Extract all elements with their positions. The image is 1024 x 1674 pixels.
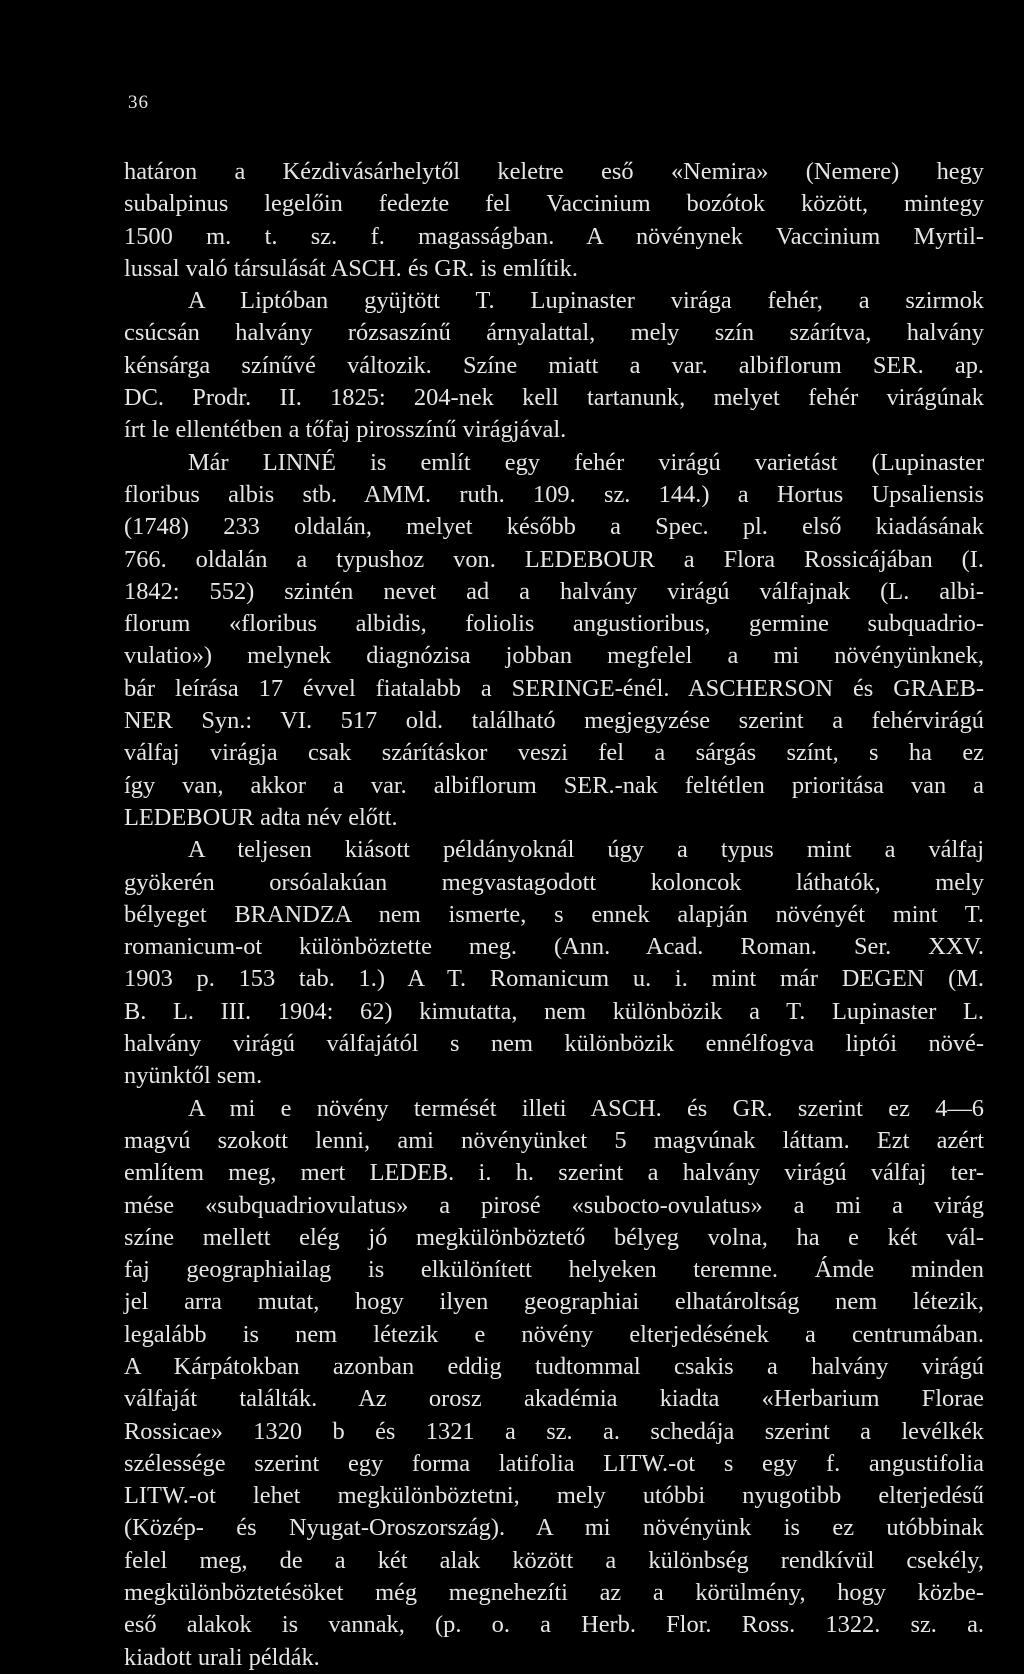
text-line: magvú szokott lenni, ami növényünket 5 magvúnak láttam. Ezt azért xyxy=(124,1126,984,1154)
text-line: gyökerén orsóalakúan megvastagodott koloncok láthatók, mely xyxy=(124,868,984,896)
text-line: lussal való társulását ASCH. és GR. is említik. xyxy=(124,254,578,282)
text-line: A Kárpátokban azonban eddig tudtommal csakis a halvány virágú xyxy=(124,1352,984,1380)
text-line: (Közép- és Nyugat-Oroszország). A mi növényünk is ez utóbbinak xyxy=(124,1514,984,1542)
text-line: mése «subquadriovulatus» a pirosé «subocto-ovulatus» a mi a virág xyxy=(124,1191,984,1219)
text-line: jel arra mutat, hogy ilyen geographiai elhatároltság nem létezik, xyxy=(124,1288,984,1316)
text-line: LEDEBOUR adta név előtt. xyxy=(124,803,398,831)
text-line: megkülönböztetésöket még megnehezíti az a körülmény, hogy közbe- xyxy=(124,1579,984,1607)
text-line: NER Syn.: VI. 517 old. található megjegyzése szerint a fehérvirágú xyxy=(124,707,984,735)
text-line: színe mellett elég jó megkülönböztető bélyeg volna, ha e két vál- xyxy=(124,1223,984,1251)
text-line: LITW.-ot lehet megkülönböztetni, mely utóbbi nyugotibb elterjedésű xyxy=(124,1482,984,1510)
text-line: B. L. III. 1904: 62) kimutatta, nem különbözik a T. Lupinaster L. xyxy=(124,997,984,1025)
text-line: 1842: 552) szintén nevet ad a halvány virágú válfajnak (L. albi- xyxy=(124,577,984,605)
text-line: DC. Prodr. II. 1825: 204-nek kell tartanunk, melyet fehér virágúnak xyxy=(124,384,984,412)
page-number: 36 xyxy=(128,92,149,113)
text-line: 1903 p. 153 tab. 1.) A T. Romanicum u. i. mint már DEGEN (M. xyxy=(124,965,984,993)
text-line: említem meg, mert LEDEB. i. h. szerint a halvány virágú válfaj ter- xyxy=(124,1159,984,1187)
text-line: 766. oldalán a typushoz von. LEDEBOUR a Flora Rossicájában (I. xyxy=(124,545,984,573)
text-line: Rossicae» 1320 b és 1321 a sz. a. schedája szerint a levélkék xyxy=(124,1417,984,1445)
text-line: romanicum-ot különböztette meg. (Ann. Acad. Roman. Ser. XXV. xyxy=(124,933,984,961)
text-line: A Liptóban gyüjtött T. Lupinaster virága fehér, a szirmok xyxy=(188,287,984,315)
text-line: A teljesen kiásott példányoknál úgy a typus mint a válfaj xyxy=(188,836,984,864)
text-line: bélyeget BRANDZA nem ismerte, s ennek alapján növényét mint T. xyxy=(124,900,984,928)
text-line: írt le ellentétben a tőfaj pirosszínű virágjával. xyxy=(124,416,567,444)
text-line: határon a Kézdivásárhelytől keletre eső «Nemira» (Nemere) hegy xyxy=(124,158,984,185)
text-line: florum «floribus albidis, foliolis angustioribus, germine subquadrio- xyxy=(124,610,984,638)
text-line: felel meg, de a két alak között a különbség rendkívül csekély, xyxy=(124,1546,984,1574)
text-line: Már LINNÉ is említ egy fehér virágú varietást (Lupinaster xyxy=(188,448,984,476)
text-line: 1500 m. t. sz. f. magasságban. A növénynek Vaccinium Myrtil- xyxy=(124,222,984,250)
text-line: válfaját találták. Az orosz akadémia kiadta «Herbarium Florae xyxy=(124,1385,984,1413)
text-line: nyünktől sem. xyxy=(124,1062,263,1090)
body-text xyxy=(124,156,984,1674)
text-line: eső alakok is vannak, (p. o. a Herb. Flor. Ross. 1322. sz. a. xyxy=(124,1611,984,1639)
text-line: halvány virágú válfajától s nem különbözik ennélfogva liptói növé- xyxy=(124,1030,984,1058)
text-line: vulatio») melynek diagnózisa jobban megfelel a mi növényünknek, xyxy=(124,642,984,670)
text-line: kénsárga színűvé változik. Színe miatt a var. albiflorum SER. ap. xyxy=(124,351,984,379)
text-line: faj geographiailag is elkülönített helyeken teremne. Ámde minden xyxy=(124,1256,984,1284)
text-line: így van, akkor a var. albiflorum SER.-nak feltétlen prioritása van a xyxy=(124,771,984,799)
text-line: válfaj virágja csak szárításkor veszi fel a sárgás színt, s ha ez xyxy=(124,739,984,767)
text-line: (1748) 233 oldalán, melyet később a Spec. pl. első kiadásának xyxy=(124,513,984,541)
text-line: floribus albis stb. AMM. ruth. 109. sz. 144.) a Hortus Upsaliensis xyxy=(124,480,984,508)
text-line: bár leírása 17 évvel fiatalabb a SERINGE-énél. ASCHERSON és GRAEB- xyxy=(124,674,984,702)
text-line: legalább is nem létezik e növény elterjedésének a centrumában. xyxy=(124,1320,984,1348)
text-line: csúcsán halvány rózsaszínű árnyalattal, mely szín szárítva, halvány xyxy=(124,319,984,347)
text-line: szélessége szerint egy forma latifolia LITW.-ot s egy f. angustifolia xyxy=(124,1449,984,1477)
text-line: subalpinus legelőin fedezte fel Vaccinium bozótok között, mintegy xyxy=(124,190,984,218)
text-line: kiadott urali példák. xyxy=(124,1643,320,1671)
text-line: A mi e növény termését illeti ASCH. és GR. szerint ez 4—6 xyxy=(188,1094,984,1122)
